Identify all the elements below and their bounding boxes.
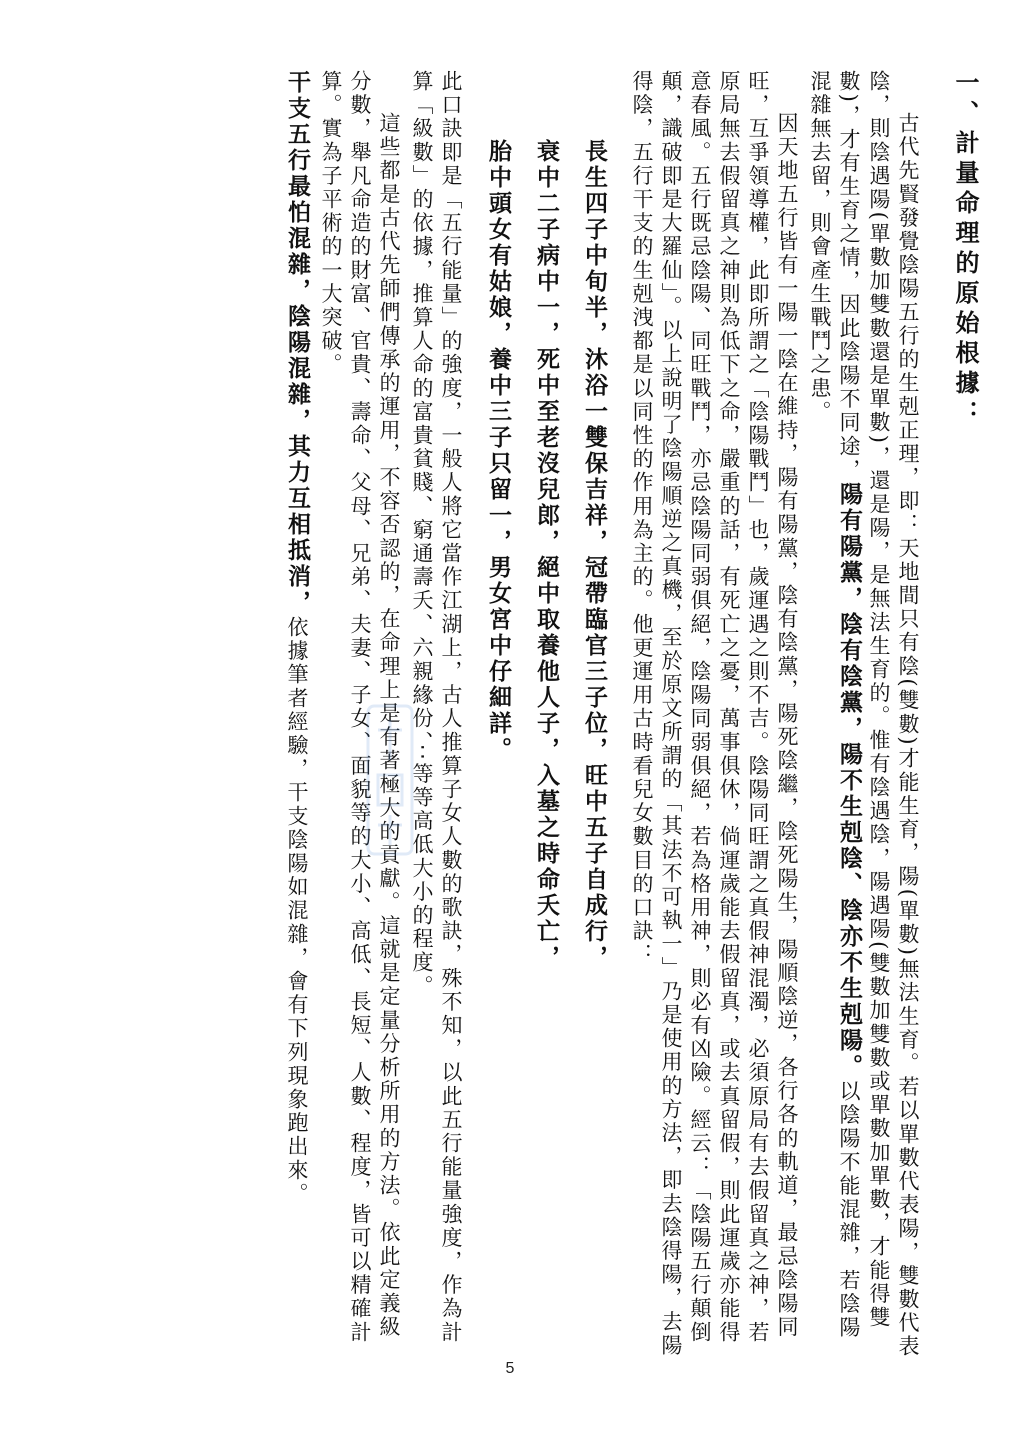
paragraph-text: 依據筆者經驗，干支陰陽如混雜，會有下列現象跑出來。 xyxy=(285,616,309,1206)
emphasis-text: 陽有陽黨，陰有陰黨，陽不生剋陰、陰亦不生剋陽。 xyxy=(836,482,863,1080)
paragraph-quantitative-analysis: 這些都是古代先師們傳承的運用，不容否認的，在命理上是有著極大的貢獻。這就是定量分析所用的方法。依此定義級分數，舉凡命造的財富、官貴、壽命、父母、兄弟、夫妻、子女、面貌等的大小、高低、長短、人數、程度，皆可以精確計算。實為子平術的一大突破。 xyxy=(319,70,401,1345)
paragraph-yin-yang-origin xyxy=(805,70,922,1360)
page-number: 5 xyxy=(505,1360,515,1377)
watermark-stamp xyxy=(360,700,420,860)
paragraph-text: 以陰陽不能混雜，若陰陽混雜無去留，則會產生戰鬥之患。 xyxy=(808,70,861,1340)
verse-line-2: 衰中二子病中一，死中至老沒兒郎，絕中取養他人子，入墓之時命夭亡， xyxy=(533,139,560,971)
section-heading: 一、計量命理的原始根據： xyxy=(951,70,980,430)
vertical-text-body xyxy=(80,70,980,1360)
emphasis-text: 干支五行最怕混雜，陰陽混雜，其力互相抵消， xyxy=(284,70,311,616)
verse-line-3: 胎中頭女有姑娘，養中三子只留一，男女宮中仔細詳。 xyxy=(485,139,512,763)
verse-line-1: 長生四子中旬半，沐浴一雙保吉祥，冠帶臨官三子位，旺中五子自成行， xyxy=(581,139,608,971)
paragraph-energy-strength: 此口訣即是「五行能量」的強度，一般人將它當作江湖上，古人推算子女人數的歌訣，殊不知，以此五行能量強度，作為計算「級數」的依據，推算人命的富貴貧賤、窮通壽夭、六親緣份、‧‧等等高低大小的程度。 xyxy=(410,70,463,1345)
paragraph-five-elements: 因天地五行皆有一陽一陰在維持，陽有陽黨，陰有陰黨，陽死陰繼，陰死陽生，陽順陰逆，各行各的軌道，最忌陰陽同旺，互爭領導權，此即所謂之「陰陽戰鬥」也，歲運遇之則不吉。陰陽同旺謂之真假神混濁，必須原局有去假留真之神，若原局無去假留真之神則為低下之命，嚴重的話，有死亡之憂，萬事俱休，倘運歲能去假留真，或去真留假，則此運歲亦能得意春風。五行既忌陰陽、同旺戰鬥，亦忌陰陽同弱俱絕，陰陽同弱俱絕，若為格用神，則必有凶險。經云：「陰陽五行顛倒顛，識破即是大羅仙」。以上說明了陰陽順逆之真機，至於原文所謂的「其法不可執一」乃是使用的方法，即去陰得陽，去陽得陰，五行干支的生剋洩都是以同性的作用為主的。他更運用古時看兒女數目的口訣： xyxy=(630,70,799,1358)
paragraph-text: 古代先賢發覺陰陽五行的生剋正理，即：天地間只有陰(雙數)才能生育，陽(單數)無法生育。若以單數代表陽，雙數代表陰，則陰遇陽(單數加雙數還是單數)，還是陽，是無法生育的。惟有陰遇陰，陽遇陽(雙數加雙數或單數加單數，才能得雙數)，才有生育之情，因此陰陽不同途， xyxy=(837,70,920,1359)
paragraph-mixing xyxy=(282,70,312,1360)
